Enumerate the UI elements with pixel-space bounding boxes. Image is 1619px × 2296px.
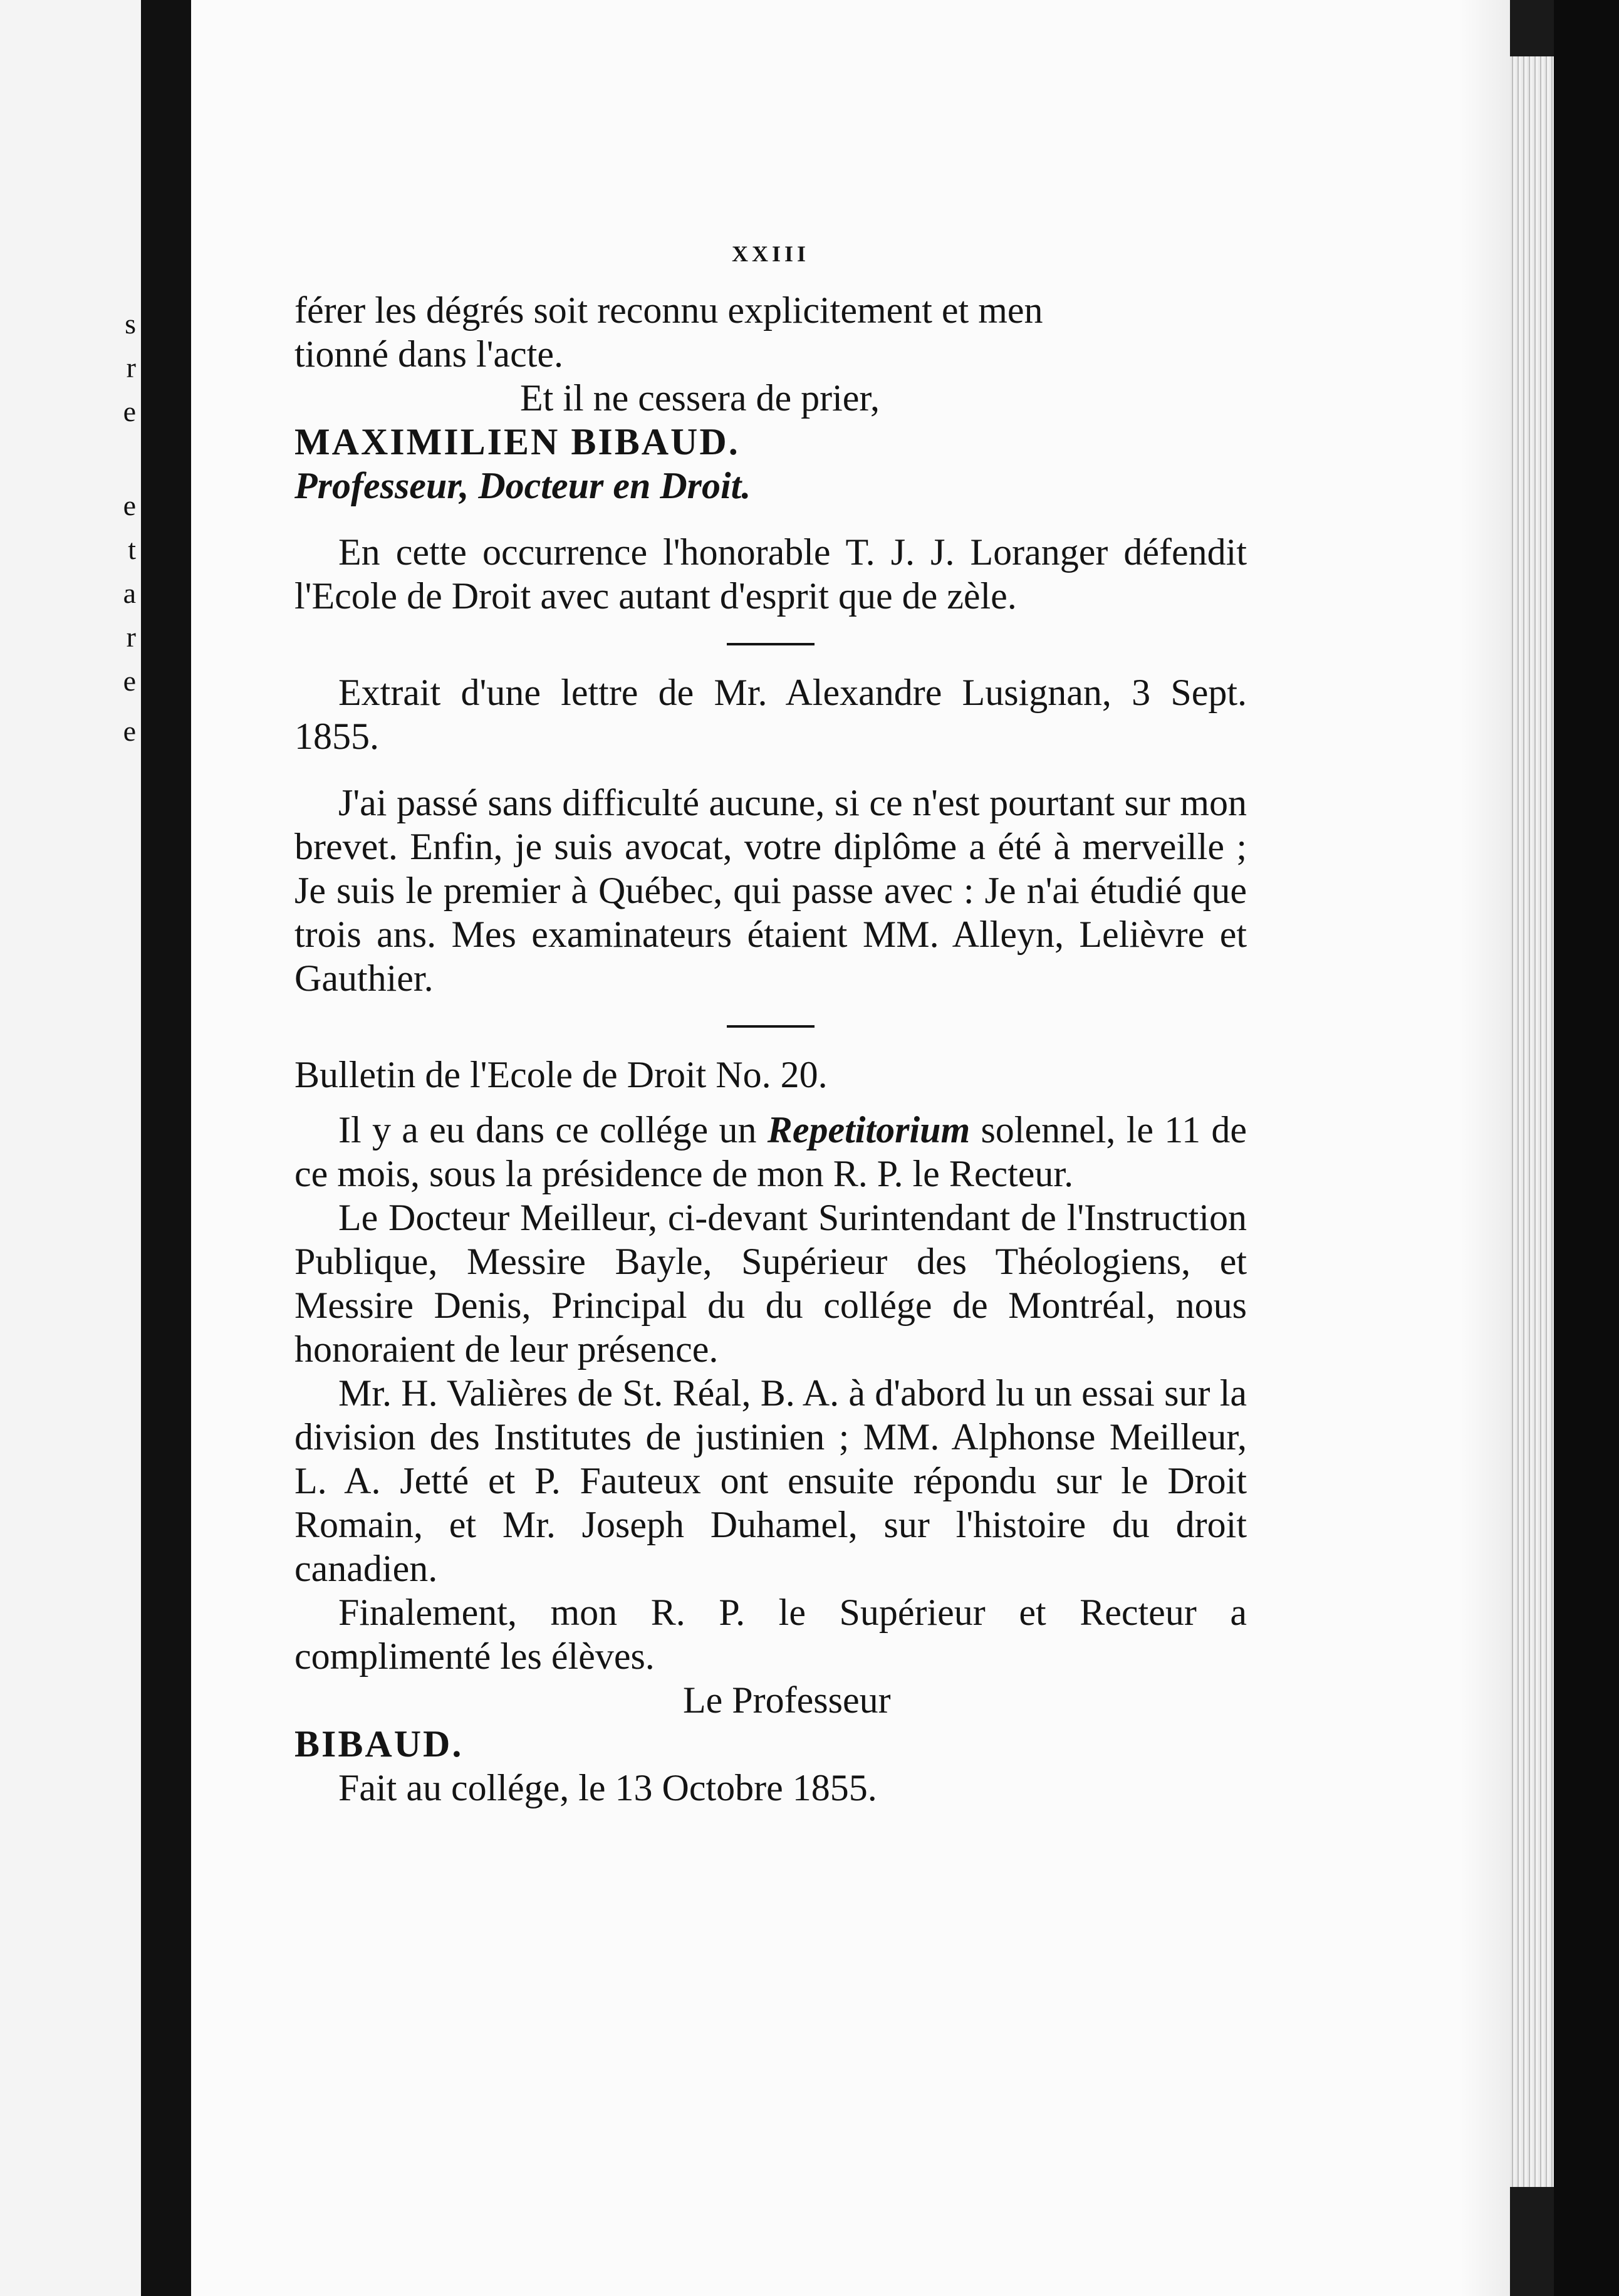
dateline: Fait au collége, le 13 Octobre 1855. bbox=[338, 1767, 877, 1808]
text-line: férer les dégrés soit reconnu explicitement et men bbox=[294, 290, 1043, 331]
paragraph-loranger: En cette occurrence l'honorable T. J. J. Loranger défendit l'Ecole de Droit avec autant d'esprit que de zèle. bbox=[294, 531, 1247, 617]
page-stack-edge bbox=[1510, 56, 1554, 2187]
closing-signature: BIBAUD. bbox=[294, 1723, 464, 1765]
bulletin-paragraph-3: Mr. H. Valières de St. Réal, B. A. à d'abord lu un essai sur la division des Institutes de justinien ; MM. Alphonse Meilleur, L. A. Jetté et P. Fauteux ont ensuite répondu sur le Droit Romain, et Mr. Joseph Duhamel, sur l'histoire du droit canadien. bbox=[294, 1372, 1247, 1589]
facing-page-letter: r bbox=[126, 621, 136, 653]
signer-name: MAXIMILIEN BIBAUD. bbox=[294, 421, 740, 462]
book-gutter bbox=[141, 0, 191, 2296]
prayer-line: Et il ne cessera de prier, bbox=[520, 377, 880, 419]
facing-page-letter: t bbox=[128, 533, 136, 565]
facing-page-letter: a bbox=[123, 577, 136, 609]
letter-paragraph: J'ai passé sans difficulté aucune, si ce n'est pourtant sur mon brevet. Enfin, je suis avocat, votre diplôme a été à merveille ; Je suis le premier à Québec, qui passe avec : Je n'ai étudié que trois ans. Mes examinateurs étaient MM. Alleyn, Lelièvre et Gauthier. bbox=[294, 782, 1247, 999]
signer-title: Professeur, Docteur en Droit. bbox=[294, 465, 751, 506]
section-divider bbox=[727, 643, 815, 645]
bulletin-heading: Bulletin de l'Ecole de Droit No. 20. bbox=[294, 1054, 828, 1095]
bulletin-text: solennel, le 11 de ce mois, sous la présidence de mon R. P. le Recteur. bbox=[294, 1109, 1247, 1194]
bulletin-paragraph-2: Le Docteur Meilleur, ci-devant Surintendant de l'Instruction Publique, Messire Bayle, Supérieur des Théologiens, et Messire Denis, Principal du du collége de Montréal, nous honoraient de leur présence. bbox=[294, 1197, 1247, 1370]
facing-page-edge bbox=[0, 0, 141, 2296]
section-divider bbox=[727, 1025, 815, 1028]
page-text bbox=[294, 226, 1247, 1810]
bulletin-paragraph-4: Finalement, mon R. P. le Supérieur et Recteur a complimenté les élèves. bbox=[294, 1592, 1247, 1677]
closing-professeur: Le Professeur bbox=[683, 1679, 891, 1721]
scan-border bbox=[1554, 0, 1619, 2296]
page-shade bbox=[1460, 0, 1510, 2296]
facing-page-letter: e bbox=[123, 665, 136, 697]
facing-page-letter: e bbox=[123, 489, 136, 521]
facing-page-letter: s bbox=[125, 308, 136, 340]
bulletin-paragraph-1 bbox=[294, 1108, 1247, 1196]
bulletin-emphasis: Repetitorium bbox=[767, 1109, 971, 1151]
facing-page-letter: r bbox=[126, 352, 136, 384]
facing-page-letter: e bbox=[123, 715, 136, 747]
bulletin-text: Il y a eu dans ce collége un bbox=[338, 1109, 768, 1151]
page-number: XXIII bbox=[731, 241, 810, 266]
extract-heading: Extrait d'une lettre de Mr. Alexandre Lusignan, 3 Sept. 1855. bbox=[294, 672, 1247, 757]
text-line: tionné dans l'acte. bbox=[294, 333, 563, 375]
facing-page-letter: e bbox=[123, 395, 136, 427]
